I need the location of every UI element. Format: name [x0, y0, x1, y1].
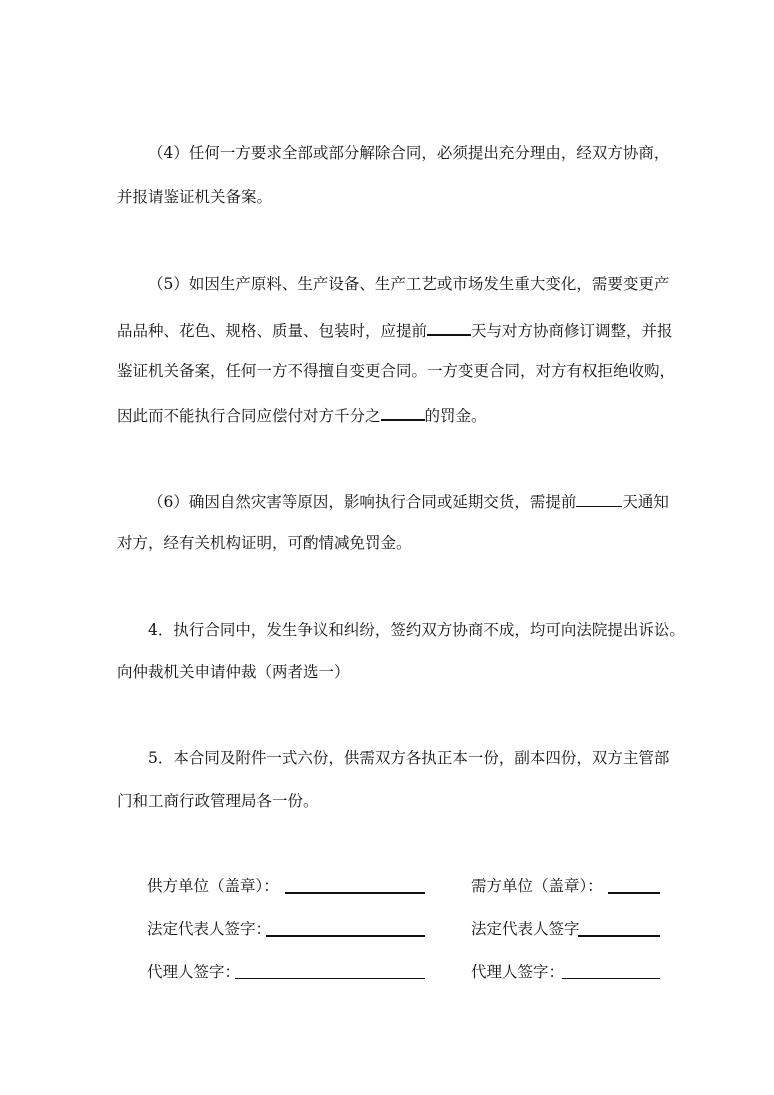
supplier-agent-label: 代理人签字： — [147, 963, 241, 981]
item-4-line-2: 向仲裁机关申请仲裁（两者选一） — [117, 663, 350, 681]
clause-4-line-2: 并报请鉴证机关备案。 — [117, 188, 273, 206]
clause-4-line-1: （4）任何一方要求全部或部分解除合同，必须提出充分理由，经双方协商， — [148, 144, 670, 162]
clause-5-line-2-text-a: 品品种、花色、规格、质量、包装时，应提前 — [117, 322, 428, 340]
supplier-unit-line[interactable] — [285, 892, 425, 894]
buyer-unit-label: 需方单位（盖章）： — [471, 877, 603, 895]
buyer-unit-line[interactable] — [608, 892, 660, 894]
penalty-rate-blank[interactable] — [381, 403, 425, 421]
clause-6-line-1 — [148, 490, 669, 512]
supplier-agent-line[interactable] — [235, 978, 425, 979]
item-5-line-2: 门和工商行政管理局各一份。 — [117, 792, 319, 810]
clause-5-line-4 — [117, 403, 487, 426]
clause-5-line-1: （5）如因生产原料、生产设备、生产工艺或市场发生重大变化，需要变更产 — [148, 275, 670, 293]
buyer-rep-line[interactable] — [578, 935, 660, 937]
notice-days-blank[interactable] — [576, 490, 622, 507]
supplier-rep-label: 法定代表人签字： — [147, 920, 272, 938]
clause-5-line-2 — [117, 318, 673, 341]
supplier-unit-label: 供方单位（盖章）： — [147, 877, 279, 895]
clause-5-line-2-text-b: 天与对方协商修订调整，并报 — [471, 322, 673, 340]
clause-6-line-1-text-b: 天通知 — [622, 493, 669, 511]
item-4-line-1: 4．执行合同中，发生争议和纠纷，签约双方协商不成，均可向法院提出诉讼。 — [148, 621, 685, 639]
clause-5-line-4-text-a: 因此而不能执行合同应偿付对方千分之 — [117, 407, 381, 425]
days-blank[interactable] — [427, 318, 471, 336]
clause-6-line-1-text-a: （6）确因自然灾害等原因，影响执行合同或延期交货，需提前 — [148, 493, 577, 511]
buyer-rep-label: 法定代表人签字 — [471, 920, 580, 938]
item-5-line-1: 5．本合同及附件一式六份，供需双方各执正本一份，副本四份，双方主管部 — [148, 749, 670, 767]
clause-5-line-3: 鉴证机关备案，任何一方不得擅自变更合同。一方变更合同，对方有权拒绝收购， — [117, 362, 676, 380]
supplier-rep-line[interactable] — [266, 935, 425, 937]
clause-5-line-4-text-b: 的罚金。 — [424, 407, 487, 425]
buyer-agent-line[interactable] — [562, 978, 660, 979]
clause-6-line-2: 对方，经有关机构证明，可酌情减免罚金。 — [117, 534, 412, 552]
buyer-agent-label: 代理人签字： — [471, 963, 565, 981]
